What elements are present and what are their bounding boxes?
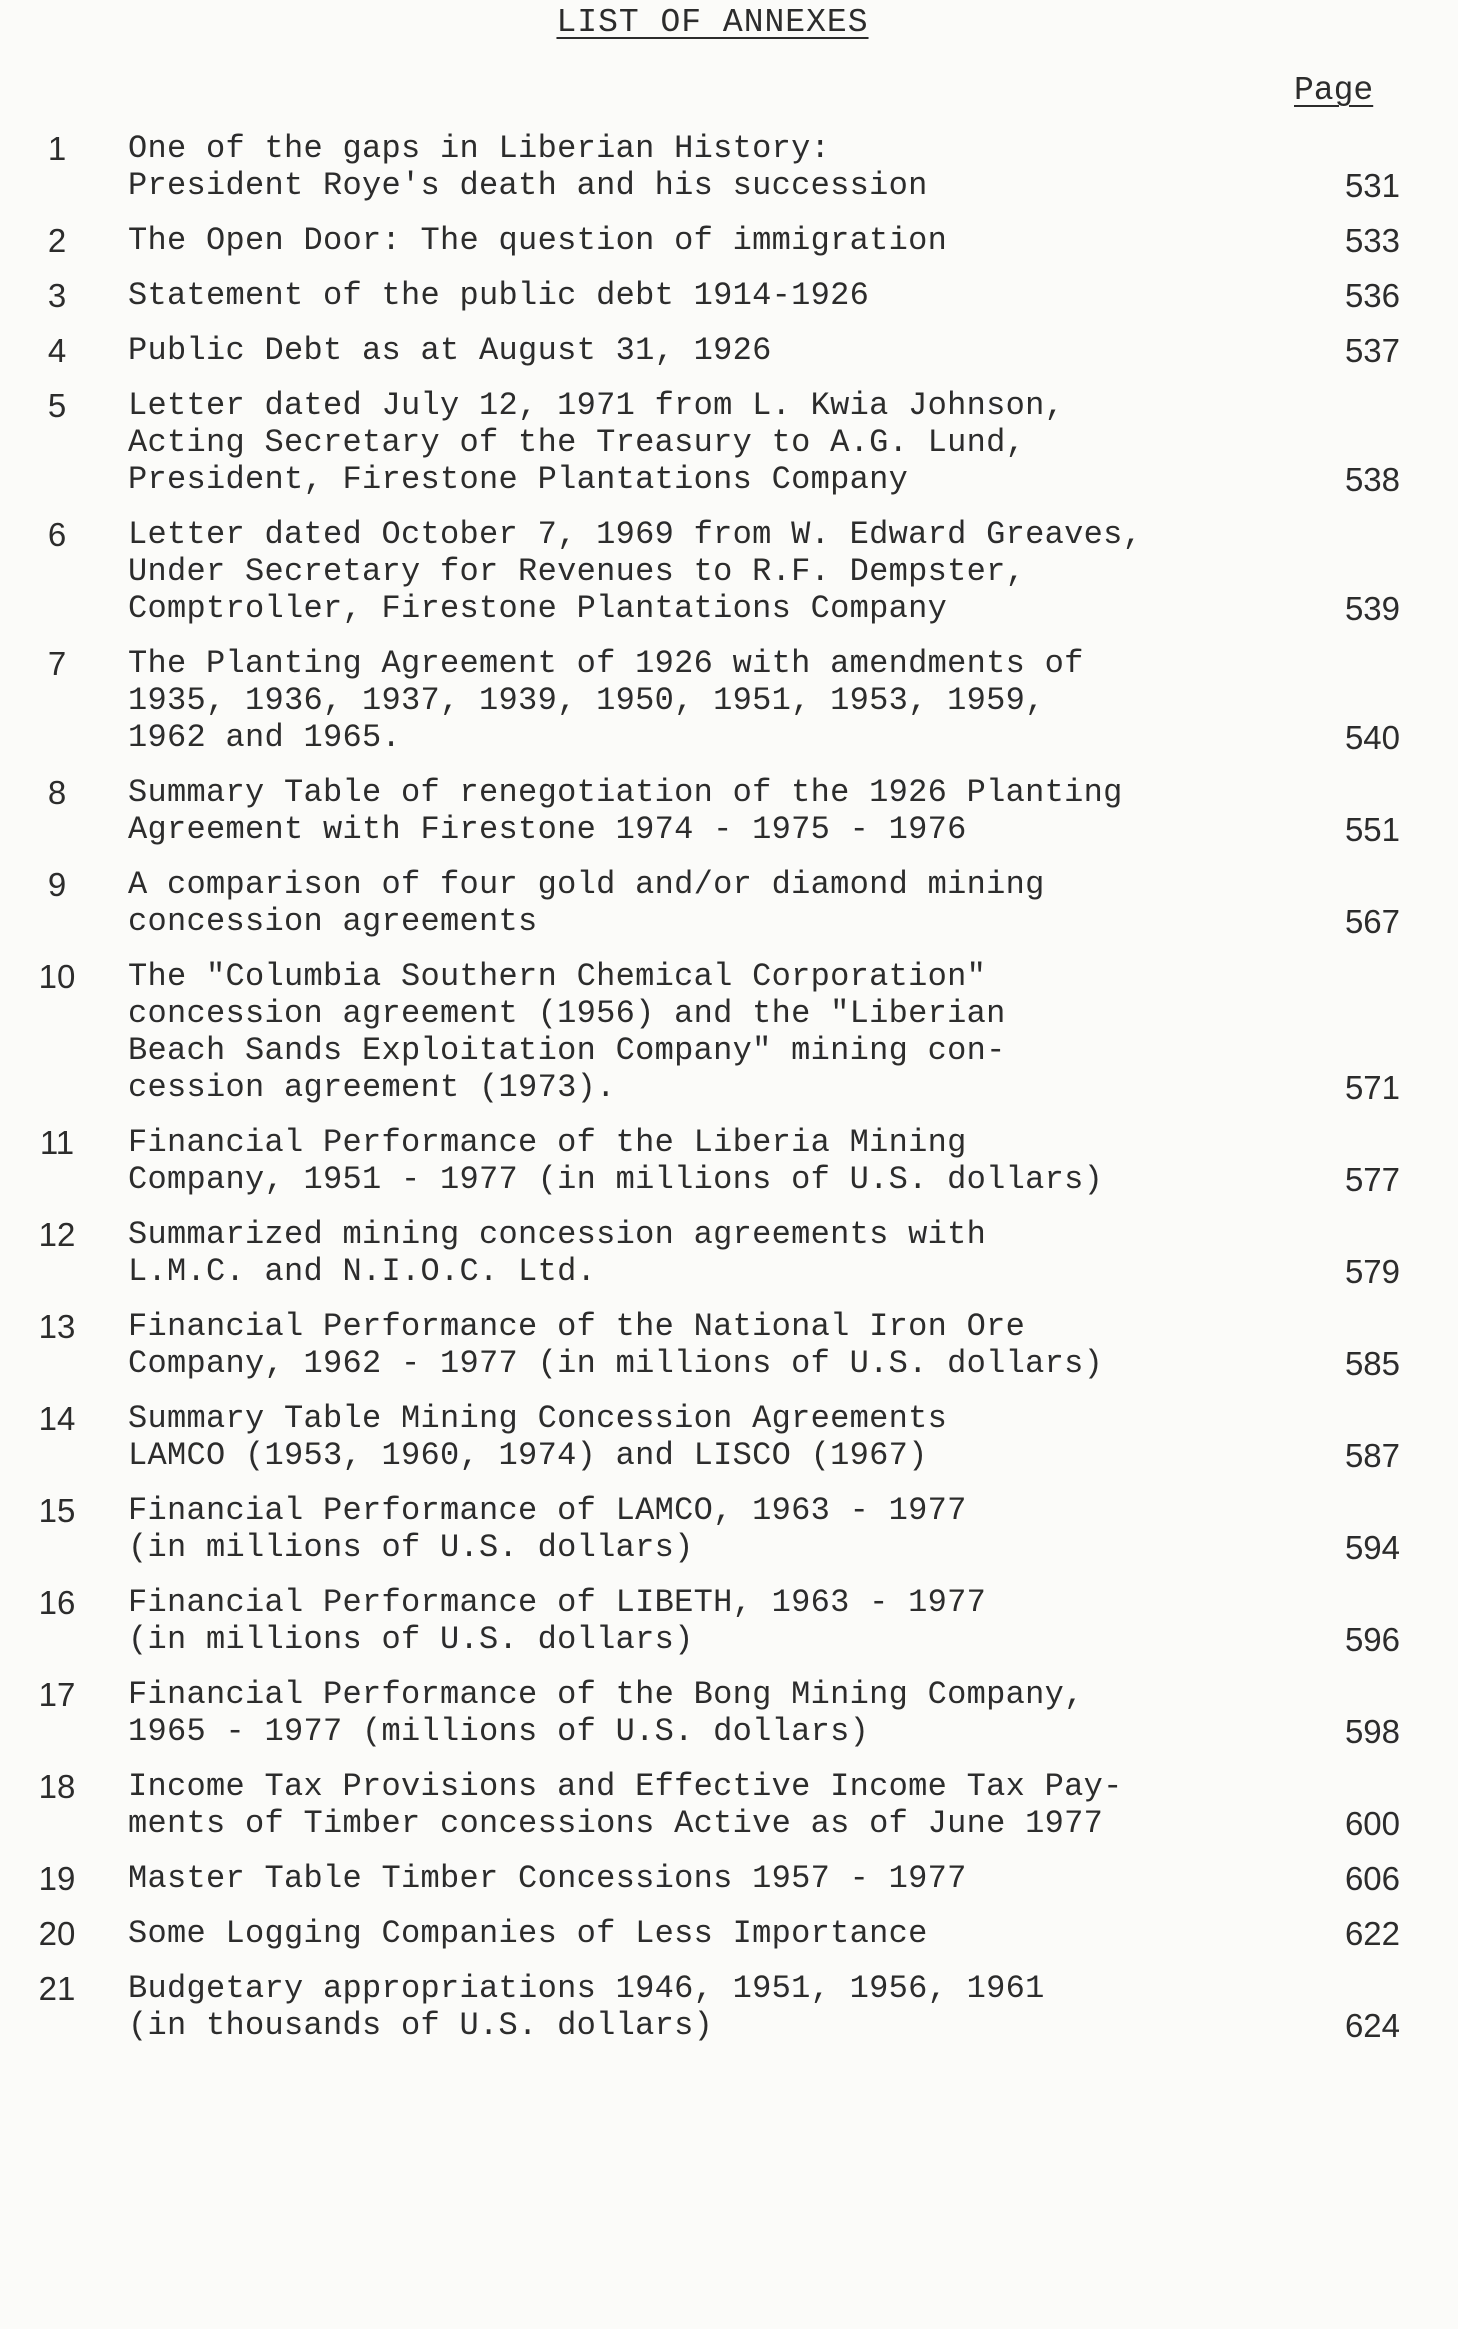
annex-title: Income Tax Provisions and Effective Income Tax Pay- ments of Timber concessions Active as of June 1977 xyxy=(128,1768,1123,1842)
annex-number: 21 xyxy=(38,1970,76,2007)
annex-page: 533 xyxy=(1344,222,1400,259)
annex-title: Master Table Timber Concessions 1957 - 1977 xyxy=(128,1860,967,1897)
annex-page: 540 xyxy=(1344,719,1400,756)
annex-number: 5 xyxy=(47,387,67,424)
annex-row xyxy=(0,1915,1458,1952)
annex-row xyxy=(0,1860,1458,1897)
annex-title: The Planting Agreement of 1926 with amendments of 1935, 1936, 1937, 1939, 1950, 1951, 1953, 1959, 1962 and 1965. xyxy=(128,645,1084,756)
annex-title: Summary Table of renegotiation of the 1926 Planting Agreement with Firestone 1974 - 1975 - 1976 xyxy=(128,774,1123,848)
annex-title: One of the gaps in Liberian History: President Roye's death and his succession xyxy=(128,130,928,204)
annex-title: The Open Door: The question of immigration xyxy=(128,222,948,259)
annex-page: 567 xyxy=(1344,903,1400,940)
annex-page: 585 xyxy=(1344,1345,1400,1382)
annex-page: 537 xyxy=(1344,332,1400,369)
annex-row xyxy=(0,222,1458,259)
annex-number: 9 xyxy=(47,866,67,903)
annex-page: 551 xyxy=(1344,811,1400,848)
annex-page: 598 xyxy=(1344,1713,1400,1750)
annex-number: 7 xyxy=(47,645,67,682)
annex-title: Financial Performance of the Liberia Mining Company, 1951 - 1977 (in millions of U.S. dollars) xyxy=(128,1124,1104,1198)
annex-title: Letter dated July 12, 1971 from L. Kwia Johnson, Acting Secretary of the Treasury to A.G. Lund, President, Firestone Plantations Company xyxy=(128,387,1065,498)
annex-title: A comparison of four gold and/or diamond mining concession agreements xyxy=(128,866,1045,940)
annex-number: 2 xyxy=(47,222,67,259)
annex-title: Financial Performance of LIBETH, 1963 - 1977 (in millions of U.S. dollars) xyxy=(128,1584,987,1658)
annex-number: 13 xyxy=(38,1308,76,1345)
annex-row xyxy=(0,1124,1458,1198)
annex-title: Financial Performance of LAMCO, 1963 - 1977 (in millions of U.S. dollars) xyxy=(128,1492,967,1566)
annex-title: Budgetary appropriations 1946, 1951, 1956, 1961 (in thousands of U.S. dollars) xyxy=(128,1970,1045,2044)
annex-page: 531 xyxy=(1344,167,1400,204)
page-title: LIST OF ANNEXES xyxy=(556,4,869,41)
annex-number: 17 xyxy=(38,1676,76,1713)
annex-number: 10 xyxy=(38,958,76,995)
annex-title: Public Debt as at August 31, 1926 xyxy=(128,332,772,369)
annex-page: 536 xyxy=(1344,277,1400,314)
annex-page: 600 xyxy=(1344,1805,1400,1842)
annex-row xyxy=(0,277,1458,314)
annex-page: 571 xyxy=(1344,1069,1400,1106)
annex-number: 12 xyxy=(38,1216,76,1253)
annex-row xyxy=(0,1400,1458,1474)
annex-row xyxy=(0,332,1458,369)
annex-page: 587 xyxy=(1344,1437,1400,1474)
annex-title: The "Columbia Southern Chemical Corporation" concession agreement (1956) and the "Liberian Beach Sands Exploitation Company" mining con- cession agreement (1973). xyxy=(128,958,1006,1106)
annex-row xyxy=(0,1584,1458,1658)
annex-number: 11 xyxy=(39,1124,75,1161)
annex-page: 624 xyxy=(1344,2007,1400,2044)
annex-number: 19 xyxy=(38,1860,76,1897)
annex-number: 4 xyxy=(47,332,67,369)
annex-row xyxy=(0,1676,1458,1750)
annex-row xyxy=(0,645,1458,756)
annex-row xyxy=(0,774,1458,848)
annex-title: Some Logging Companies of Less Importance xyxy=(128,1915,928,1952)
annex-row xyxy=(0,1492,1458,1566)
annex-title: Financial Performance of the National Iron Ore Company, 1962 - 1977 (in millions of U.S. dollars) xyxy=(128,1308,1104,1382)
annex-row xyxy=(0,958,1458,1106)
annex-number: 8 xyxy=(47,774,67,811)
annex-row xyxy=(0,1768,1458,1842)
annex-page: 538 xyxy=(1344,461,1400,498)
annex-number: 20 xyxy=(38,1915,76,1952)
annex-number: 16 xyxy=(38,1584,76,1621)
annex-page: 622 xyxy=(1344,1915,1400,1952)
annex-row xyxy=(0,1216,1458,1290)
annex-number: 6 xyxy=(47,516,67,553)
annex-row xyxy=(0,130,1458,204)
annex-row xyxy=(0,516,1458,627)
annex-page: 596 xyxy=(1344,1621,1400,1658)
annex-title: Letter dated October 7, 1969 from W. Edward Greaves, Under Secretary for Revenues to R.F. Dempster, Comptroller, Firestone Plantations Company xyxy=(128,516,1143,627)
annex-page: 577 xyxy=(1344,1161,1400,1198)
annex-title: Financial Performance of the Bong Mining Company, 1965 - 1977 (millions of U.S. dollars) xyxy=(128,1676,1084,1750)
annex-page: 579 xyxy=(1344,1253,1400,1290)
annex-row xyxy=(0,387,1458,498)
annex-number: 1 xyxy=(47,130,67,167)
annex-title: Statement of the public debt 1914-1926 xyxy=(128,277,870,314)
annex-row xyxy=(0,1308,1458,1382)
annex-page: 594 xyxy=(1344,1529,1400,1566)
annex-title: Summarized mining concession agreements with L.M.C. and N.I.O.C. Ltd. xyxy=(128,1216,987,1290)
page-column-header: Page xyxy=(1294,72,1374,109)
annex-number: 15 xyxy=(38,1492,76,1529)
annex-page: 539 xyxy=(1344,590,1400,627)
annex-title: Summary Table Mining Concession Agreements LAMCO (1953, 1960, 1974) and LISCO (1967) xyxy=(128,1400,948,1474)
annex-row xyxy=(0,1970,1458,2044)
annex-row xyxy=(0,866,1458,940)
annex-number: 18 xyxy=(38,1768,76,1805)
annex-list xyxy=(0,130,1458,2062)
annex-number: 3 xyxy=(47,277,67,314)
annex-number: 14 xyxy=(38,1400,76,1437)
annex-page: 606 xyxy=(1344,1860,1400,1897)
